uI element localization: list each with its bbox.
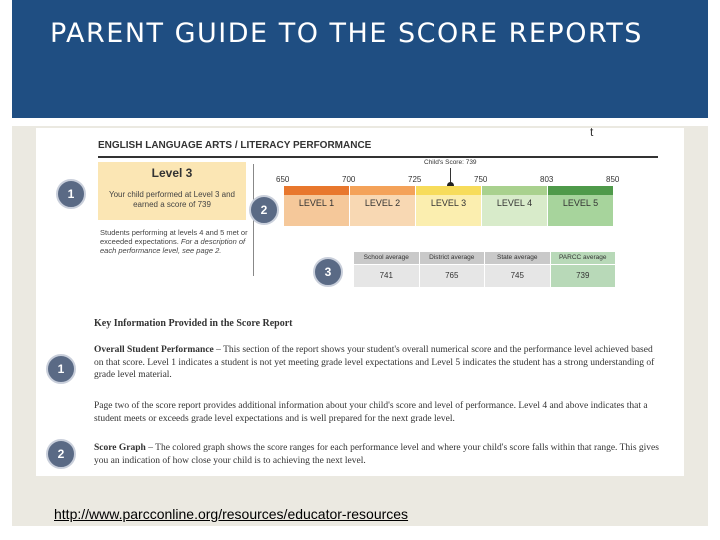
level-label: LEVEL 2 bbox=[364, 198, 401, 208]
note-italic: For a description of each performance level, see page 2. bbox=[100, 237, 246, 255]
page-two-paragraph bbox=[94, 400, 664, 425]
performance-level-bar bbox=[284, 186, 614, 226]
average-label: District average bbox=[420, 252, 485, 264]
average-label: State average bbox=[485, 252, 550, 264]
marker-2-report: 2 bbox=[249, 195, 279, 225]
parcc-resources-link[interactable]: http://www.parcconline.org/resources/educator-resources bbox=[54, 506, 409, 522]
info-heading: Key Information Provided in the Score Report bbox=[94, 318, 293, 329]
tick-label: 850 bbox=[606, 175, 620, 184]
level-3-segment bbox=[416, 186, 482, 226]
level-5-segment bbox=[548, 186, 614, 226]
overall-performance-text: – This section of the report shows your student's overall numerical score and the performance level achieved based on that score. Level 1 indicates a student is not yet meeting grade level expectations and Level 5 indicates the student has a strong understanding of grade level material. bbox=[94, 345, 655, 380]
average-value: 765 bbox=[420, 264, 485, 287]
average-column bbox=[420, 252, 486, 288]
average-column bbox=[485, 252, 551, 288]
marker-1-report: 1 bbox=[56, 179, 86, 209]
level-1-segment bbox=[284, 186, 350, 226]
tick-label: 700 bbox=[342, 175, 356, 184]
level-title: Level 3 bbox=[151, 166, 193, 180]
tick-label: 750 bbox=[474, 175, 488, 184]
level-4-segment bbox=[482, 186, 548, 226]
level-text: Your child performed at Level 3 and earned a score of 739 bbox=[108, 190, 235, 209]
overall-performance-paragraph bbox=[94, 344, 664, 382]
average-label: School average bbox=[354, 252, 419, 264]
overall-performance-bold: Overall Student Performance bbox=[94, 345, 214, 355]
title-banner bbox=[12, 0, 708, 118]
average-value: 745 bbox=[485, 264, 550, 287]
marker-1-info: 1 bbox=[46, 354, 76, 384]
average-column bbox=[354, 252, 420, 288]
level-label: LEVEL 5 bbox=[562, 198, 599, 208]
average-column bbox=[551, 252, 617, 288]
level-label: LEVEL 1 bbox=[298, 198, 335, 208]
average-value: 741 bbox=[354, 264, 419, 287]
averages-table bbox=[354, 252, 616, 288]
levels-note bbox=[100, 228, 250, 255]
page-title: PARENT GUIDE TO THE SCORE REPORTS bbox=[50, 18, 643, 49]
level-label: LEVEL 4 bbox=[496, 198, 533, 208]
score-graph-text: – The colored graph shows the score ranges for each performance level and where your child's score falls within that range. This gives you an indication of how close your child is to achieving the next level. bbox=[94, 443, 659, 466]
section-heading: ENGLISH LANGUAGE ARTS / LITERACY PERFORMANCE bbox=[98, 140, 372, 151]
level-2-segment bbox=[350, 186, 416, 226]
score-graph-bold: Score Graph bbox=[94, 443, 146, 453]
level-summary-box bbox=[98, 162, 246, 220]
tick-label: 725 bbox=[408, 175, 422, 184]
level-label: LEVEL 3 bbox=[430, 198, 467, 208]
marker-2-info: 2 bbox=[46, 439, 76, 469]
average-value: 739 bbox=[551, 264, 616, 287]
tick-label: 650 bbox=[276, 175, 290, 184]
score-graph-paragraph bbox=[94, 442, 664, 467]
childs-score-label: Child's Score: 739 bbox=[424, 159, 477, 166]
page-two-text: Page two of the score report provides additional information about your child's score and level of performance. Level 4 and above indicates that a student meets or exceeds grade level expectations and is well prepared for the next grade level. bbox=[94, 401, 648, 424]
corner-glyph: t bbox=[590, 125, 594, 139]
tick-label: 803 bbox=[540, 175, 554, 184]
note-text: Students performing at levels 4 and 5 met or exceeded expectations. bbox=[100, 228, 248, 246]
section-rule bbox=[98, 156, 658, 158]
marker-3-report: 3 bbox=[313, 257, 343, 287]
average-label: PARCC average bbox=[551, 252, 616, 264]
